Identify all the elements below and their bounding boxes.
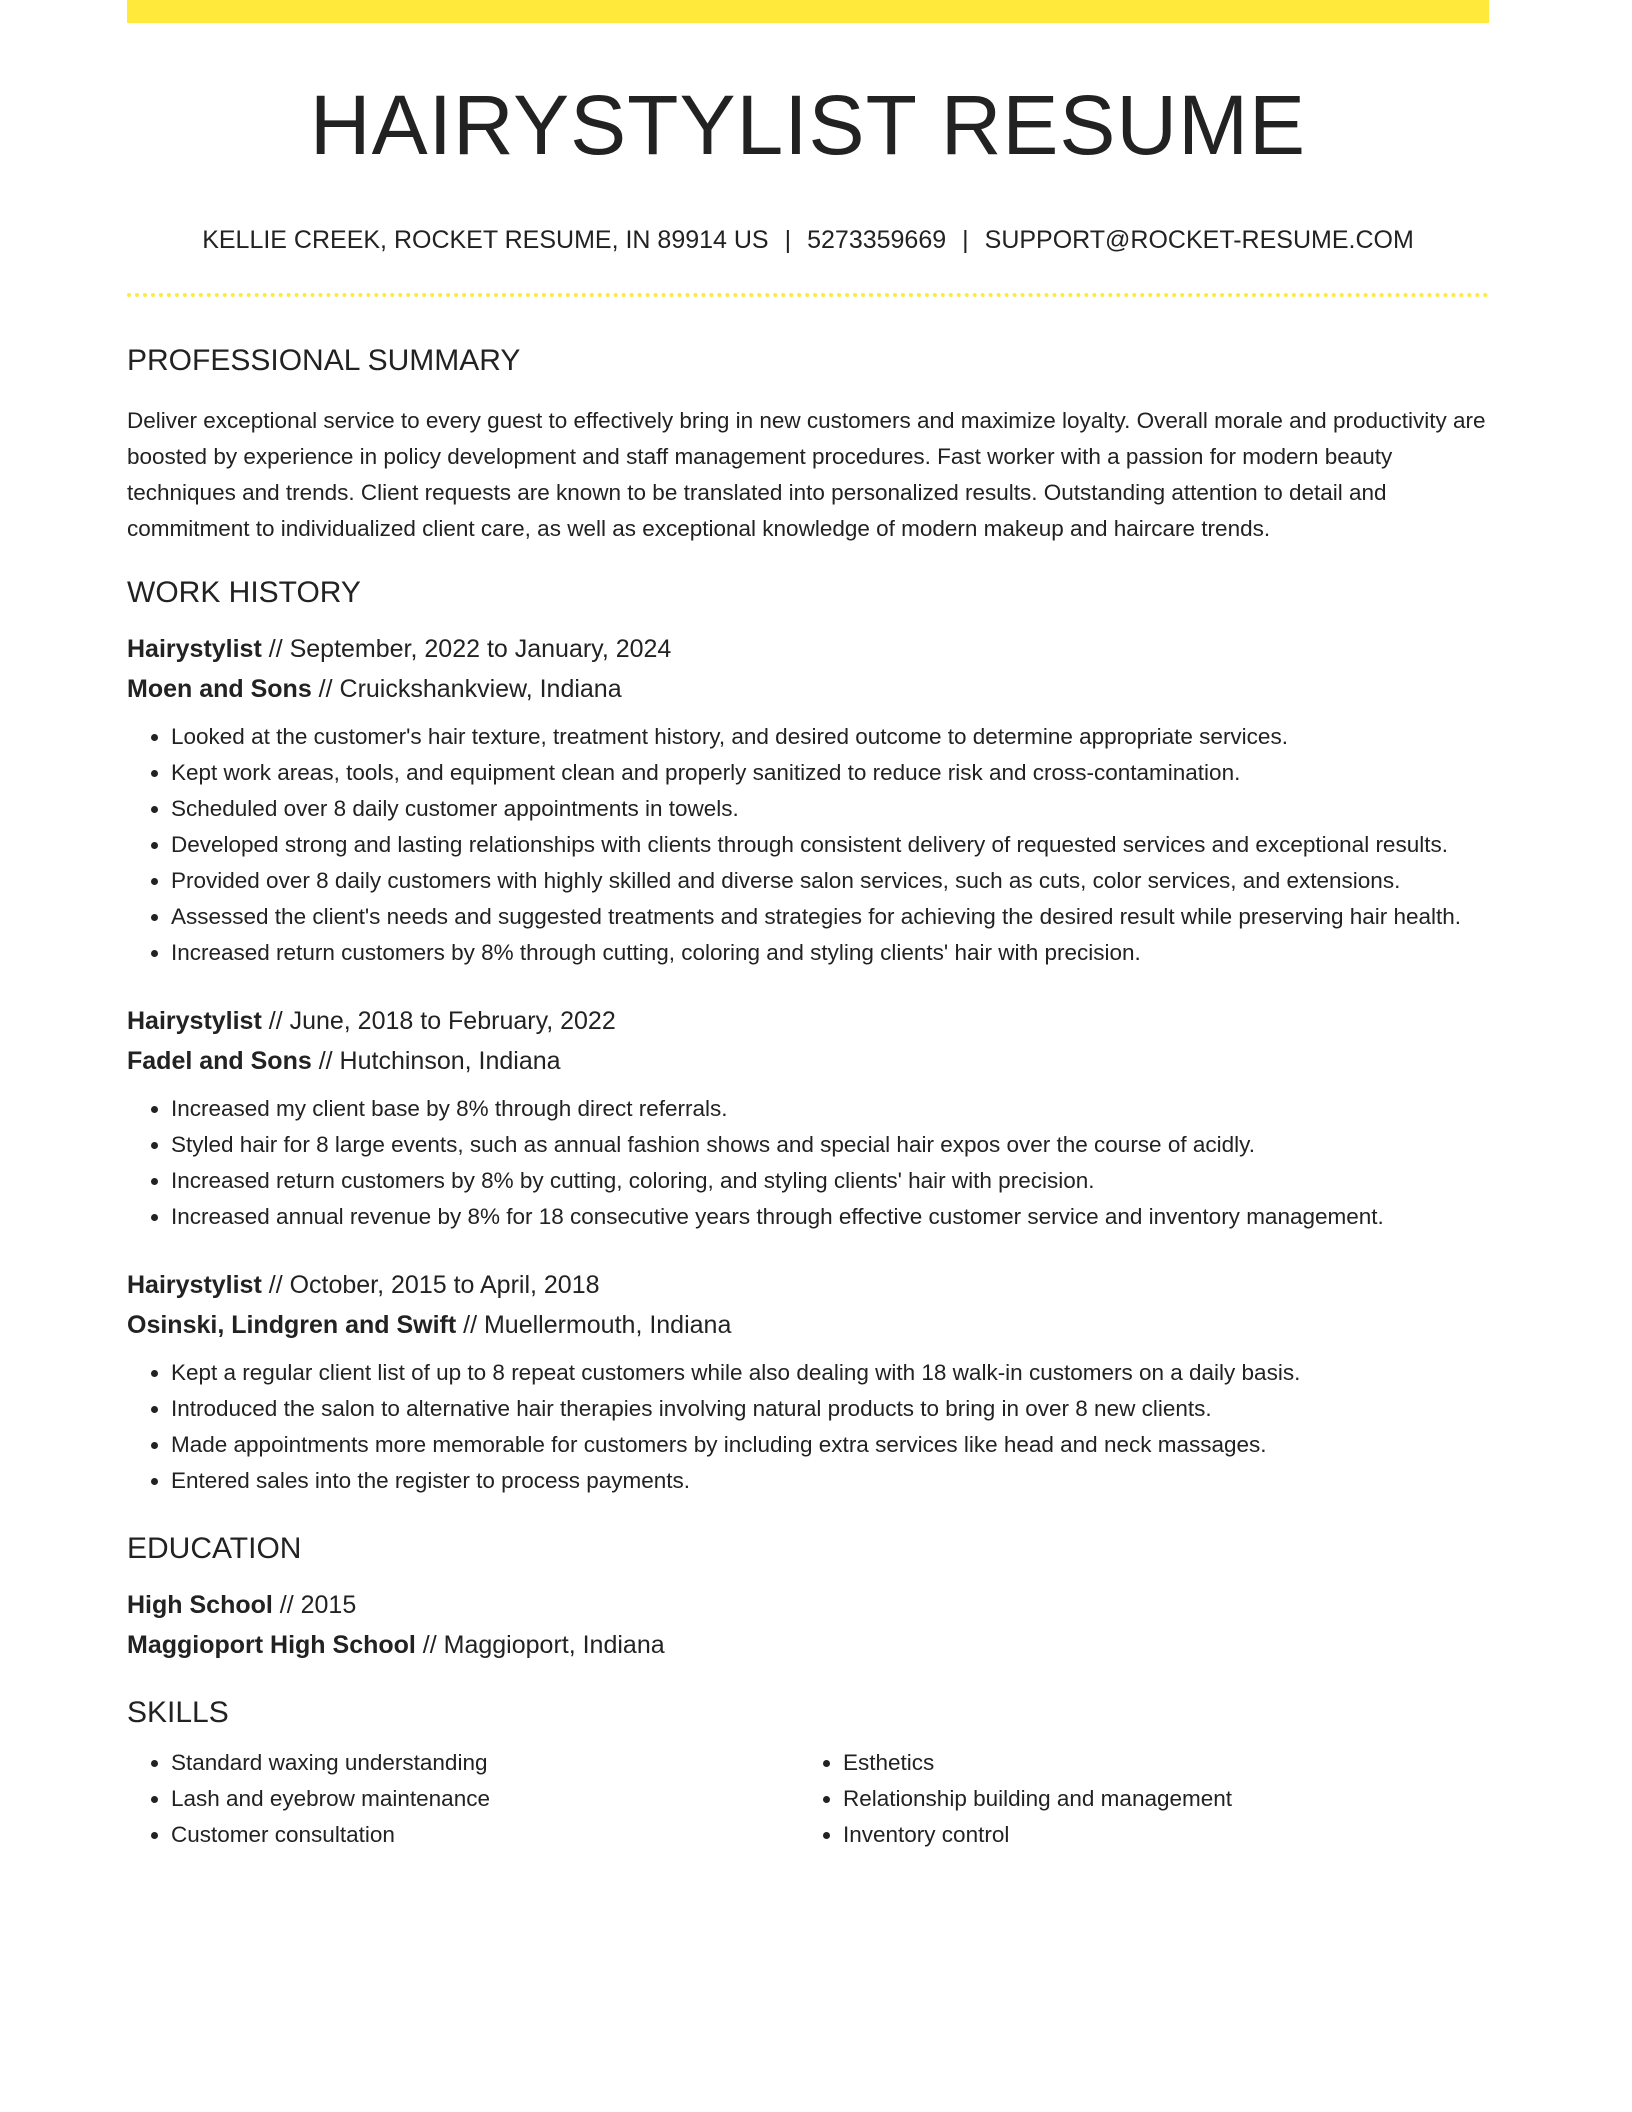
- resume-title: HAIRYSTYLIST RESUME: [309, 78, 1307, 172]
- education-heading: EDUCATION: [127, 1532, 302, 1565]
- education-location: // Maggioport, Indiana: [415, 1631, 665, 1659]
- education-school: Maggioport High School: [127, 1631, 416, 1659]
- job-bullets: [127, 1091, 1489, 1235]
- work-history-heading: WORK HISTORY: [127, 576, 361, 609]
- skill-item: • Inventory control: [843, 1817, 1471, 1853]
- job-bullet: • Developed strong and lasting relationships with clients through consistent delivery of requested services and exceptional results.: [171, 827, 1489, 863]
- dotted-divider: [127, 293, 1489, 297]
- job-bullet: • Provided over 8 daily customers with highly skilled and diverse salon services, such as cuts, color services, and extensions.: [171, 863, 1489, 899]
- job-title: Hairystylist: [127, 635, 262, 663]
- contact-line: [127, 225, 1489, 255]
- job-title: Hairystylist: [127, 1271, 262, 1299]
- skill-item: • Standard waxing understanding: [171, 1745, 799, 1781]
- job-entry: [127, 1265, 1489, 1499]
- job-title-line: [127, 629, 1489, 669]
- education-degree-line: [127, 1585, 1489, 1625]
- job-bullets: [127, 719, 1489, 971]
- summary-text: Deliver exceptional service to every guest to effectively bring in new customers and maximize loyalty. Overall morale and productivity are boosted by experience in policy development and staff management procedures. Fast worker with a passion for modern beauty techniques and trends. Client requests are known to be translated into personalized results. Outstanding attention to detail and commitment to individualized client care, as well as exceptional knowledge of modern makeup and haircare trends.: [127, 408, 1486, 541]
- skills-columns: [127, 1745, 1489, 1853]
- skill-item: • Lash and eyebrow maintenance: [171, 1781, 799, 1817]
- job-location: // Muellermouth, Indiana: [456, 1311, 732, 1339]
- job-bullet: • Increased my client base by 8% through direct referrals.: [171, 1091, 1489, 1127]
- job-bullet: • Made appointments more memorable for customers by including extra services like head and neck massages.: [171, 1427, 1489, 1463]
- contact-separator: |: [962, 226, 969, 254]
- resume-page: [127, 0, 1489, 1853]
- skills-list-right: [799, 1745, 1471, 1853]
- job-bullet: • Increased return customers by 8% through cutting, coloring and styling clients' hair with precision.: [171, 935, 1489, 971]
- job-title-line: [127, 1001, 1489, 1041]
- job-dates: // September, 2022 to January, 2024: [261, 635, 672, 663]
- contact-email: SUPPORT@ROCKET-RESUME.COM: [984, 226, 1414, 254]
- job-bullet: • Kept a regular client list of up to 8 repeat customers while also dealing with 18 walk-in customers on a daily basis.: [171, 1355, 1489, 1391]
- contact-address: KELLIE CREEK, ROCKET RESUME, IN 89914 US: [202, 226, 769, 254]
- job-bullet: • Kept work areas, tools, and equipment clean and properly sanitized to reduce risk and cross-contamination.: [171, 755, 1489, 791]
- education-degree: High School: [127, 1591, 273, 1619]
- job-title: Hairystylist: [127, 1007, 262, 1035]
- education-school-line: [127, 1625, 1489, 1665]
- skill-item: • Relationship building and management: [843, 1781, 1471, 1817]
- contact-phone: 5273359669: [807, 226, 947, 254]
- job-company-line: [127, 1041, 1489, 1081]
- job-bullet: • Assessed the client's needs and suggested treatments and strategies for achieving the desired result while preserving hair health.: [171, 899, 1489, 935]
- job-bullet: • Styled hair for 8 large events, such as annual fashion shows and special hair expos over the course of acidly.: [171, 1127, 1489, 1163]
- education-year: // 2015: [272, 1591, 357, 1619]
- job-company: Fadel and Sons: [127, 1047, 312, 1075]
- job-dates: // October, 2015 to April, 2018: [261, 1271, 600, 1299]
- job-title-line: [127, 1265, 1489, 1305]
- job-bullet: • Introduced the salon to alternative hair therapies involving natural products to bring in over 8 new clients.: [171, 1391, 1489, 1427]
- job-bullet: • Increased return customers by 8% by cutting, coloring, and styling clients' hair with precision.: [171, 1163, 1489, 1199]
- job-company: Osinski, Lindgren and Swift: [127, 1311, 457, 1339]
- skills-heading: SKILLS: [127, 1696, 229, 1729]
- accent-top-bar: [127, 0, 1489, 23]
- job-entry: [127, 629, 1489, 971]
- job-entry: [127, 1001, 1489, 1235]
- contact-separator: |: [784, 226, 792, 254]
- skills-list-left: [127, 1745, 799, 1853]
- job-company: Moen and Sons: [127, 675, 312, 703]
- job-bullets: [127, 1355, 1489, 1499]
- skill-item: • Esthetics: [843, 1745, 1471, 1781]
- job-dates: // June, 2018 to February, 2022: [261, 1007, 616, 1035]
- job-location: // Cruickshankview, Indiana: [311, 675, 622, 703]
- job-bullet: • Looked at the customer's hair texture, treatment history, and desired outcome to determine appropriate services.: [171, 719, 1489, 755]
- summary-heading: PROFESSIONAL SUMMARY: [127, 344, 521, 377]
- job-bullet: • Entered sales into the register to process payments.: [171, 1463, 1489, 1499]
- job-bullet: • Increased annual revenue by 8% for 18 consecutive years through effective customer service and inventory management.: [171, 1199, 1489, 1235]
- job-company-line: [127, 1305, 1489, 1345]
- job-company-line: [127, 669, 1489, 709]
- job-location: // Hutchinson, Indiana: [311, 1047, 561, 1075]
- job-bullet: • Scheduled over 8 daily customer appointments in towels.: [171, 791, 1489, 827]
- skill-item: • Customer consultation: [171, 1817, 799, 1853]
